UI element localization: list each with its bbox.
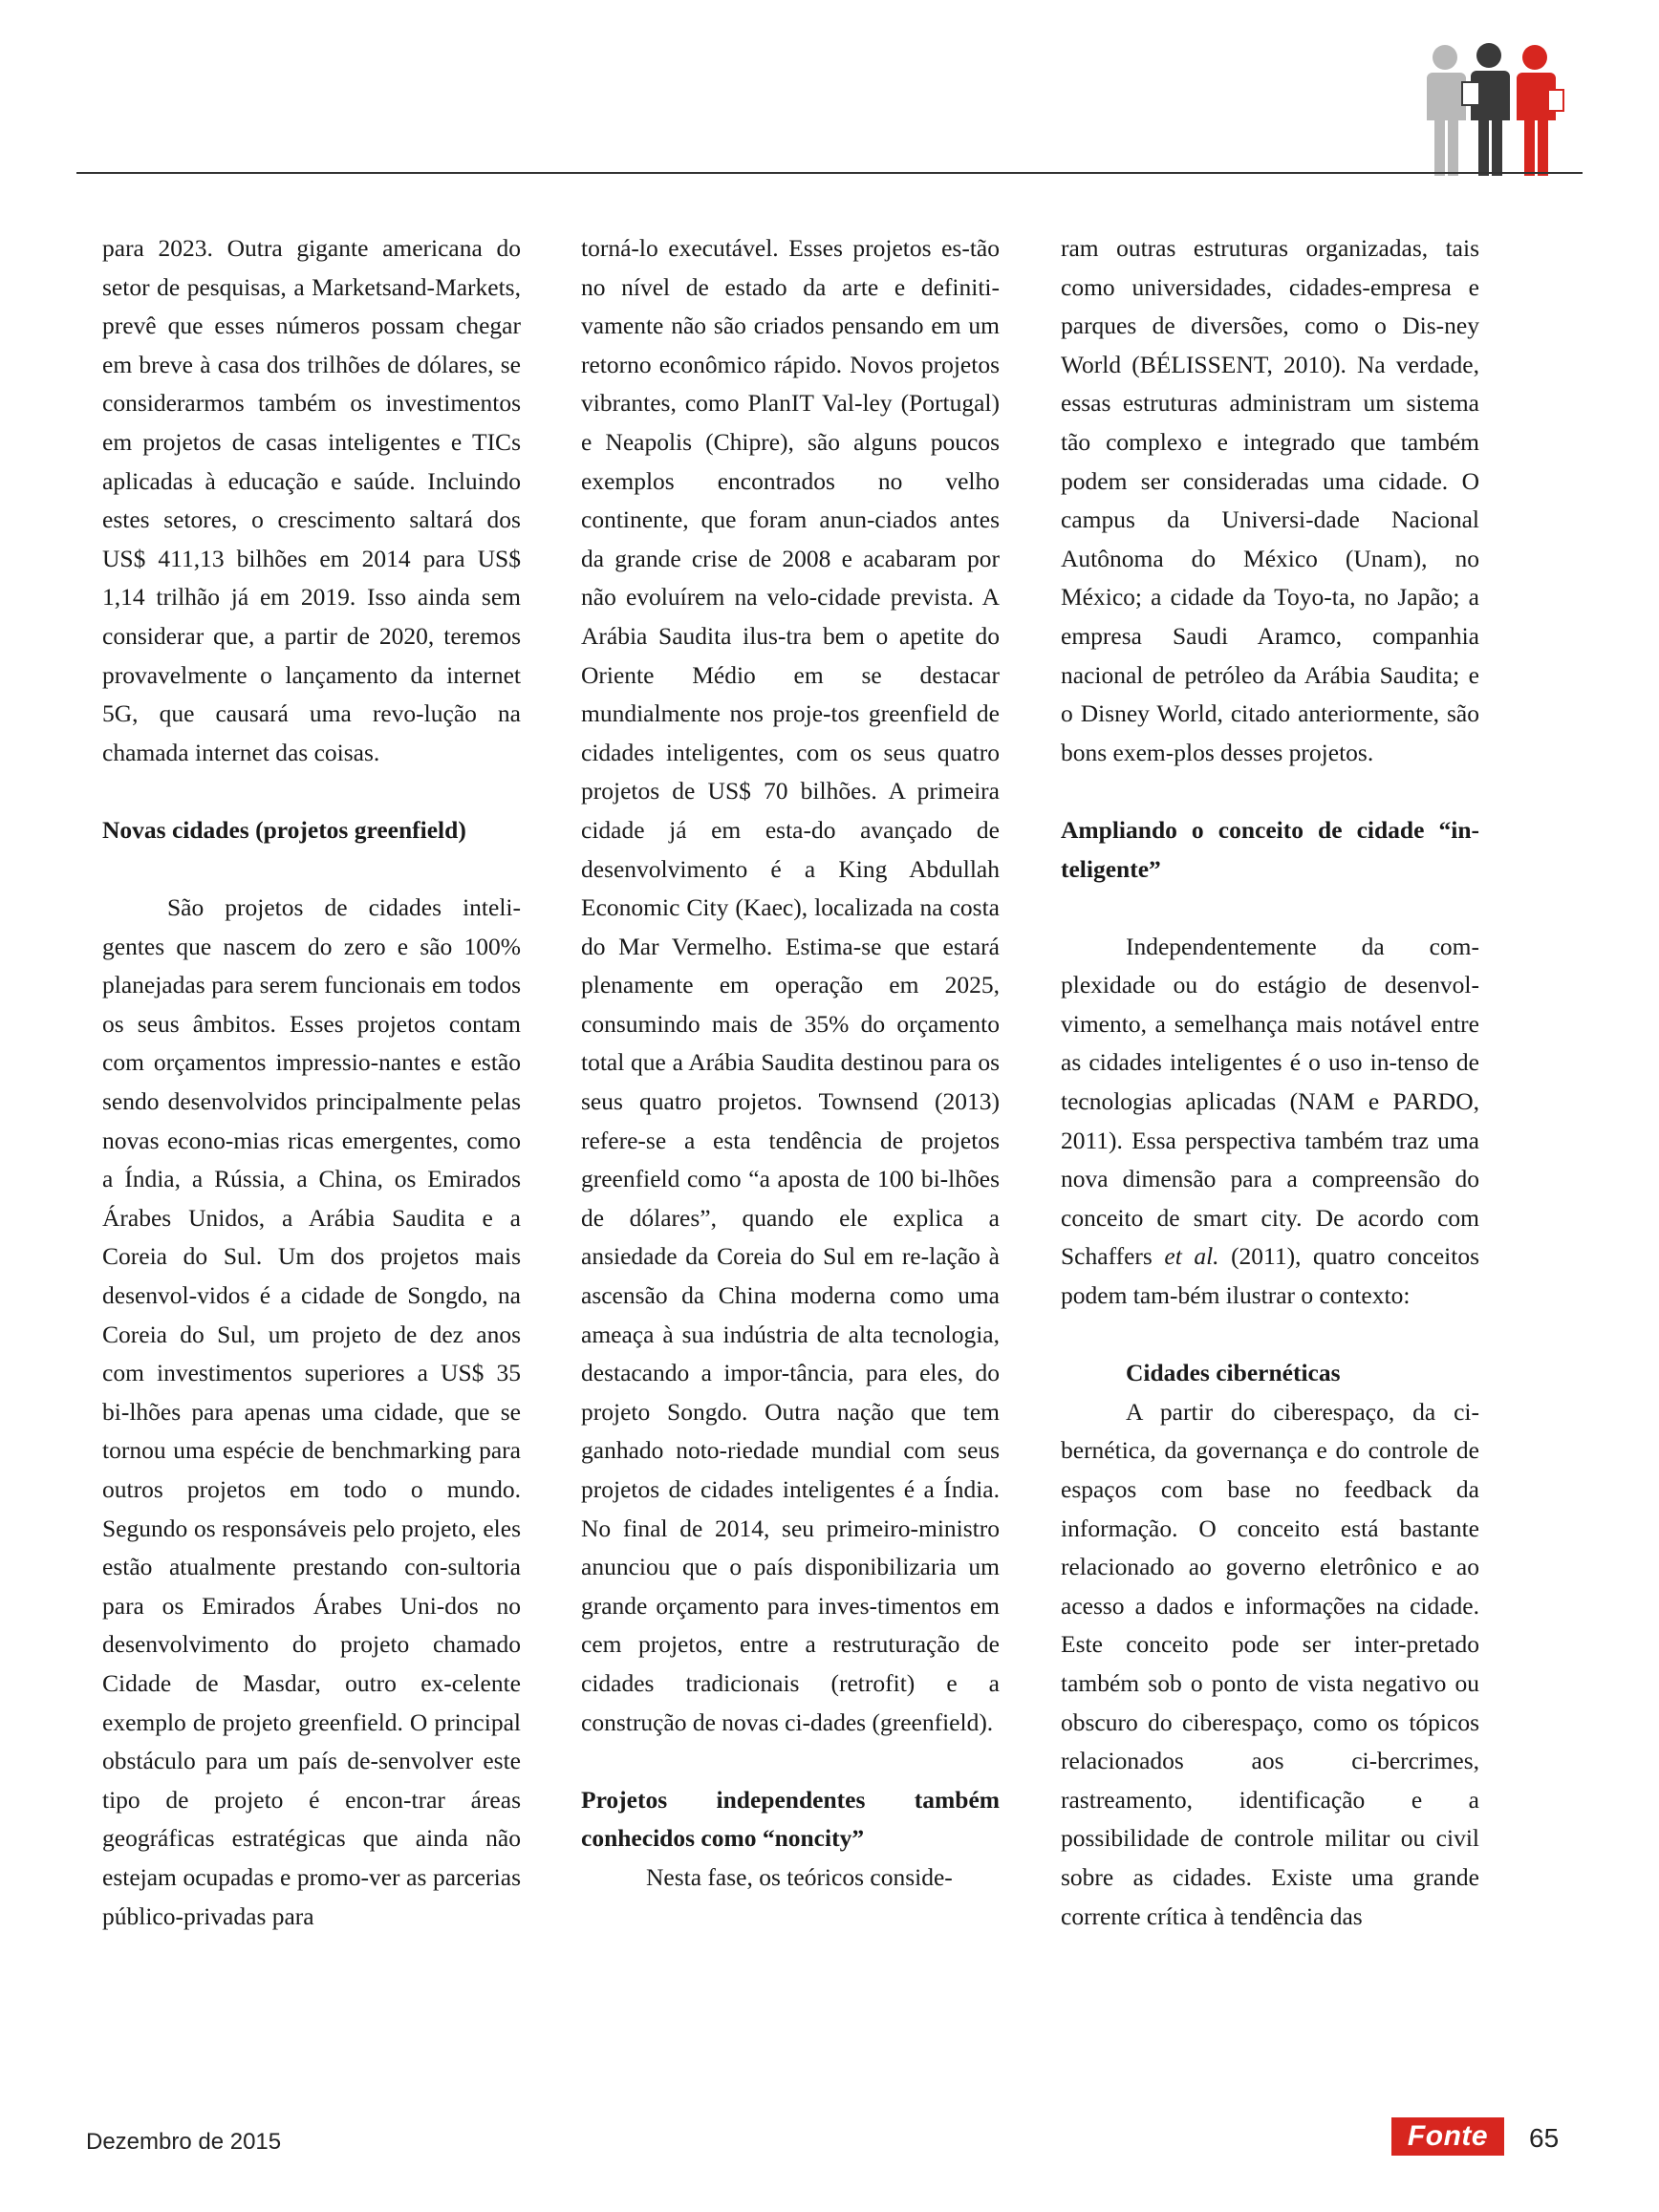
paragraph: torná-lo executável. Esses projetos es-tão no nível de estado da arte e definiti-vamente não são criados pensando em um retorno econômico rápido. Novos projetos vibrantes, como PlanIT Val-ley (Portugal) e Neapolis (Chipre), são alguns poucos exemplos encontrados no velho continente, que foram anun-ciados antes da grande crise de 2008 e acabaram por não evoluírem na velo-cidade prevista. A Arábia Saudita ilus-tra bem o apetite do Oriente Médio em se destacar mundialmente nos proje-tos greenfield de cidades inteligentes, com os seus quatro projetos de US$ 70 bilhões. A primeira cidade já em esta-do avançado de desenvolvimento é a King Abdullah Economic City (Kaec), localizada na costa do Mar Vermelho. Estima-se que estará plenamente em operação em 2025, consumindo mais de 35% do orçamento total que a Arábia Saudita destinou para os seus quatro projetos. Townsend (2013) refere-se a esta tendência de projetos greenfield como “a aposta de 100 bi-lhões de dólares”, quando ele explica a ansiedade da Coreia do Sul em re-lação à ascensão da China moderna como uma ameaça à sua indústria de alta tecnologia, destacando a impor-tância, para eles, do projeto Songdo. Outra nação que tem ganhado noto-riedade mundial com seus projetos de cidades inteligentes é a Índia. No final de 2014, seu primeiro-ministro anunciou que o país disponibilizaria um grande orçamento para inves-timentos em cem projetos, entre a restruturação de cidades tradicionais (retrofit) e a construção de novas ci-dades (greenfield). — [581, 234, 1000, 1736]
subsection-heading: Cidades cibernéticas — [1126, 1359, 1341, 1387]
citation-italic: et al. — [1164, 1242, 1219, 1271]
paragraph-text: (2011), quatro conceitos podem tam-bém ilustrar o contexto: — [1061, 1242, 1479, 1310]
paragraph: São projetos de cidades inteli-gentes que nascem do zero e são 100% planejadas para serem funcionais em todos os seus âmbitos. Esses projetos contam com orçamentos impressio-nantes e estão sendo desenvolvidos principalmente pelas novas econo-mias ricas emergentes, como a Índia, a Rússia, a China, os Emirados Árabes Unidos, a Arábia Saudita e a Coreia do Sul. Um dos projetos mais desenvol-vidos é a cidade de Songdo, na Coreia do Sul, um projeto de dez anos com investimentos superiores a US$ 35 bi-lhões para apenas uma cidade, que se tornou uma espécie de benchmarking para outros projetos em todo o mundo. Segundo os responsáveis pelo projeto, eles estão atualmente prestando con-sultoria para os Emirados Árabes Uni-dos no desenvolvimento do projeto chamado Cidade de Masdar, outro ex-celente exemplo de projeto greenfield. O principal obstáculo para um país de-senvolver este tipo de projeto é encon-trar áreas geográficas estratégicas que ainda não estejam ocupadas e promo-ver as parcerias público-privadas para — [102, 893, 521, 1930]
paragraph: Nesta fase, os teóricos conside- — [646, 1862, 953, 1891]
text-column-2 — [581, 229, 1000, 1898]
section-heading: Novas cidades (projetos greenfield) — [102, 815, 466, 844]
header-divider — [76, 172, 1583, 174]
magazine-logo: Fonte — [1391, 2117, 1504, 2156]
three-people-icon — [1414, 40, 1567, 176]
footer-date: Dezembro de 2015 — [86, 2129, 282, 2155]
paragraph: ram outras estruturas organizadas, tais como universidades, cidades-empresa e parques de diversões, como o Dis-ney World (BÉLISSENT, 2010). Na verdade, essas estruturas administram um sistema tão complexo e integrado que também podem ser consideradas uma cidade. O campus da Universi-dade Nacional Autônoma do México (Unam), no México; a cidade da Toyo-ta, no Japão; a empresa Saudi Aramco, companhia nacional de petróleo da Arábia Saudita; e o Disney World, citado anteriormente, são bons exem-plos desses projetos. — [1061, 234, 1479, 766]
text-column-1 — [102, 229, 521, 1936]
paragraph: A partir do ciberespaço, da ci-bernética, da governança e do controle de espaços com base no feedback da informação. O conceito está bastante relacionado ao governo eletrônico e ao acesso a dados e informações na cidade. Este conceito pode ser inter-pretado também sob o ponto de vista negativo ou obscuro do ciberespaço, como os tópicos relacionados aos ci-bercrimes, rastreamento, identificação e a possibilidade de controle militar ou civil sobre as cidades. Existe uma grande corrente crítica à tendência das — [1061, 1397, 1479, 1930]
page-number: 65 — [1529, 2123, 1560, 2153]
paragraph — [1061, 928, 1479, 1316]
text-column-3 — [1061, 229, 1479, 1936]
paragraph-text: Independentemente da com-plexidade ou do estágio de desenvol-vimento, a semelhança mais notável entre as cidades inteligentes é o uso in-tenso de tecnologias aplicadas (NAM e PARDO, 2011). Essa perspectiva também traz uma nova dimensão para a compreensão do conceito de smart city. De acordo com Schaffers — [1061, 932, 1479, 1271]
paragraph: para 2023. Outra gigante americana do setor de pesquisas, a Marketsand-Markets, prevê que esses números possam chegar em breve à casa dos trilhões de dólares, se considerarmos também os investimentos em projetos de casas inteligentes e TICs aplicadas à educação e saúde. Incluindo estes setores, o crescimento saltará dos US$ 411,13 bilhões em 2014 para US$ 1,14 trilhão já em 2019. Isso ainda sem considerar que, a partir de 2020, teremos provavelmente o lançamento da internet 5G, que causará uma revo-lução na chamada internet das coisas. — [102, 234, 521, 766]
section-heading: Projetos independentes também conhecidos como “noncity” — [581, 1785, 1000, 1853]
section-heading: Ampliando o conceito de cidade “in-teligente” — [1061, 815, 1479, 883]
